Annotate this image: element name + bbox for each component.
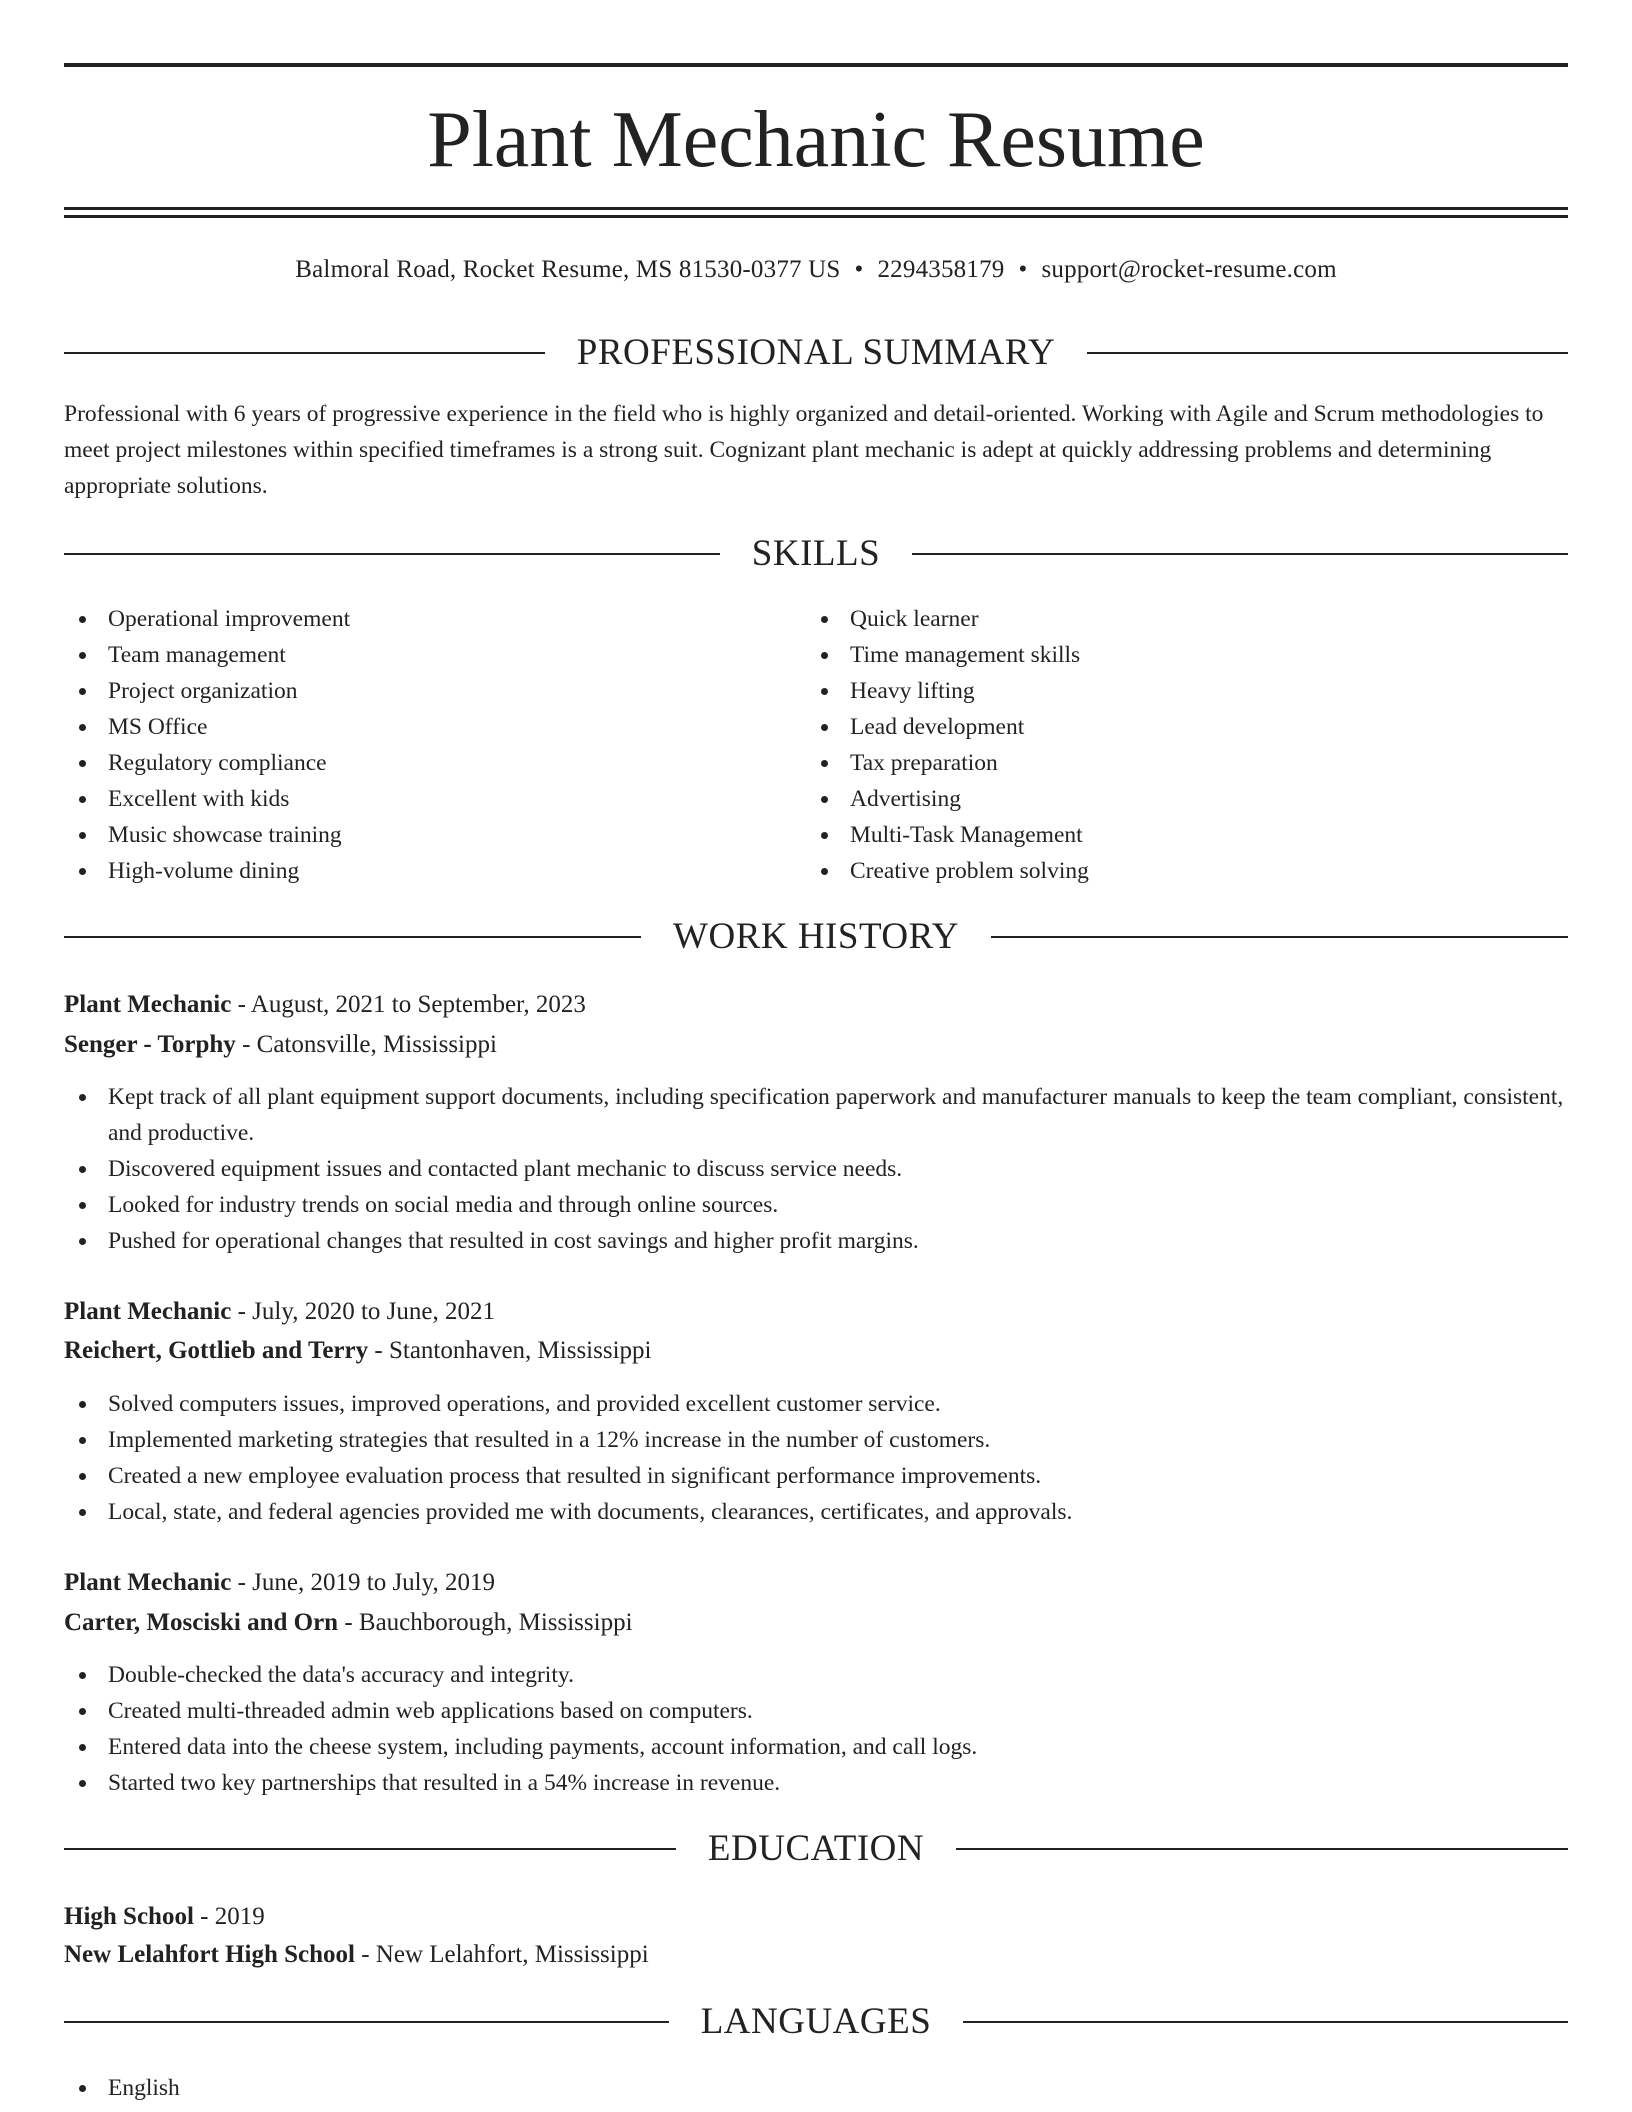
job-duties bbox=[64, 1657, 1568, 1801]
education-location: - New Lelahfort, Mississippi bbox=[354, 1941, 649, 1968]
duty-item: Implemented marketing strategies that resulted in a 12% increase in the number of customers. bbox=[64, 1422, 1568, 1458]
summary-text: Professional with 6 years of progressive experience in the field who is highly organized and detail-oriented. Working with Agile and Scrum methodologies to meet project milestones within specified timeframes is a strong suit. Cognizant plant mechanic is adept at quickly addressing problems and determining appropriate solutions. bbox=[64, 401, 1544, 499]
title-double-rule bbox=[64, 207, 1568, 218]
section-title: LANGUAGES bbox=[700, 2001, 932, 2042]
job-company: Senger - Torphy bbox=[64, 1031, 236, 1058]
divider bbox=[963, 2021, 1568, 2023]
job-company-line bbox=[64, 1605, 1568, 1641]
skill-item: Project organization bbox=[64, 673, 764, 709]
skill-item: Lead development bbox=[806, 709, 1506, 745]
contact-phone: 2294358179 bbox=[877, 256, 1005, 283]
job-location: - Stantonhaven, Mississippi bbox=[368, 1337, 652, 1364]
job-duties bbox=[64, 1079, 1568, 1259]
duty-item: Created multi-threaded admin web applications based on computers. bbox=[64, 1693, 1568, 1729]
contact-email: support@rocket-resume.com bbox=[1041, 256, 1337, 283]
divider bbox=[1087, 352, 1568, 354]
job-title: Plant Mechanic bbox=[64, 1569, 232, 1596]
duty-item: Local, state, and federal agencies provided me with documents, clearances, certificates, and approvals. bbox=[64, 1494, 1568, 1530]
job-title: Plant Mechanic bbox=[64, 991, 232, 1018]
duty-item: Entered data into the cheese system, including payments, account information, and call logs. bbox=[64, 1729, 1568, 1765]
section-heading-languages bbox=[64, 2000, 1568, 2044]
language-item: English bbox=[64, 2070, 1568, 2106]
contact-separator: • bbox=[1018, 256, 1028, 283]
section-heading-education bbox=[64, 1827, 1568, 1871]
section-heading-summary bbox=[64, 331, 1568, 375]
skill-item: Time management skills bbox=[806, 637, 1506, 673]
contact-separator: • bbox=[854, 256, 864, 283]
job-company-line bbox=[64, 1027, 1568, 1063]
skill-item: Regulatory compliance bbox=[64, 745, 764, 781]
skill-item: Excellent with kids bbox=[64, 781, 764, 817]
languages-list bbox=[64, 2070, 1568, 2106]
skill-item: Music showcase training bbox=[64, 817, 764, 853]
skill-item: Tax preparation bbox=[806, 745, 1506, 781]
duty-item: Pushed for operational changes that resulted in cost savings and higher profit margins. bbox=[64, 1223, 1568, 1259]
section-title: PROFESSIONAL SUMMARY bbox=[576, 332, 1056, 373]
divider bbox=[64, 936, 641, 938]
job-title-line bbox=[64, 987, 1568, 1023]
divider bbox=[64, 553, 720, 555]
job-company: Carter, Mosciski and Orn bbox=[64, 1609, 339, 1636]
education-school: New Lelahfort High School bbox=[64, 1941, 355, 1968]
contact-line bbox=[64, 252, 1568, 288]
top-rule bbox=[64, 63, 1568, 67]
divider bbox=[912, 553, 1568, 555]
duty-item: Looked for industry trends on social media and through online sources. bbox=[64, 1187, 1568, 1223]
job-title: Plant Mechanic bbox=[64, 1298, 232, 1325]
job-dates: - July, 2020 to June, 2021 bbox=[231, 1298, 495, 1325]
section-heading-work-history bbox=[64, 915, 1568, 959]
duty-item: Solved computers issues, improved operations, and provided excellent customer service. bbox=[64, 1386, 1568, 1422]
skill-item: Creative problem solving bbox=[806, 853, 1506, 889]
contact-address: Balmoral Road, Rocket Resume, MS 81530-0377 US bbox=[295, 256, 841, 283]
duty-item: Created a new employee evaluation process that resulted in significant performance improvements. bbox=[64, 1458, 1568, 1494]
resume-title: Plant Mechanic Resume bbox=[427, 96, 1205, 184]
skill-item: Operational improvement bbox=[64, 601, 764, 637]
job-title-line bbox=[64, 1565, 1568, 1601]
skill-item: Team management bbox=[64, 637, 764, 673]
skills-column-right bbox=[806, 601, 1506, 889]
education-year: - 2019 bbox=[193, 1903, 265, 1930]
divider bbox=[956, 1848, 1568, 1850]
skill-item: Heavy lifting bbox=[806, 673, 1506, 709]
skill-item: Multi-Task Management bbox=[806, 817, 1506, 853]
job-dates: - June, 2019 to July, 2019 bbox=[231, 1569, 495, 1596]
education-school-line bbox=[64, 1937, 1568, 1973]
section-title: EDUCATION bbox=[707, 1828, 925, 1869]
skill-item: Quick learner bbox=[806, 601, 1506, 637]
job-title-line bbox=[64, 1294, 1568, 1330]
job-location: - Catonsville, Mississippi bbox=[235, 1031, 497, 1058]
divider bbox=[64, 352, 545, 354]
skills-column-left bbox=[64, 601, 764, 889]
divider bbox=[64, 1848, 676, 1850]
job-dates: - August, 2021 to September, 2023 bbox=[231, 991, 586, 1018]
skill-item: MS Office bbox=[64, 709, 764, 745]
divider bbox=[64, 2021, 669, 2023]
skill-item: Advertising bbox=[806, 781, 1506, 817]
duty-item: Kept track of all plant equipment support documents, including specification paperwork and manufacturer manuals to keep the team compliant, consistent, and productive. bbox=[64, 1079, 1568, 1151]
divider bbox=[991, 936, 1568, 938]
job-company: Reichert, Gottlieb and Terry bbox=[64, 1337, 369, 1364]
job-company-line bbox=[64, 1333, 1568, 1369]
skill-item: High-volume dining bbox=[64, 853, 764, 889]
section-title: WORK HISTORY bbox=[673, 916, 959, 957]
duty-item: Discovered equipment issues and contacted plant mechanic to discuss service needs. bbox=[64, 1151, 1568, 1187]
section-title: SKILLS bbox=[751, 533, 881, 574]
job-duties bbox=[64, 1386, 1568, 1530]
duty-item: Started two key partnerships that resulted in a 54% increase in revenue. bbox=[64, 1765, 1568, 1801]
duty-item: Double-checked the data's accuracy and integrity. bbox=[64, 1657, 1568, 1693]
job-location: - Bauchborough, Mississippi bbox=[338, 1609, 633, 1636]
education-degree-line bbox=[64, 1899, 1568, 1935]
section-heading-skills bbox=[64, 532, 1568, 576]
education-degree: High School bbox=[64, 1903, 194, 1930]
